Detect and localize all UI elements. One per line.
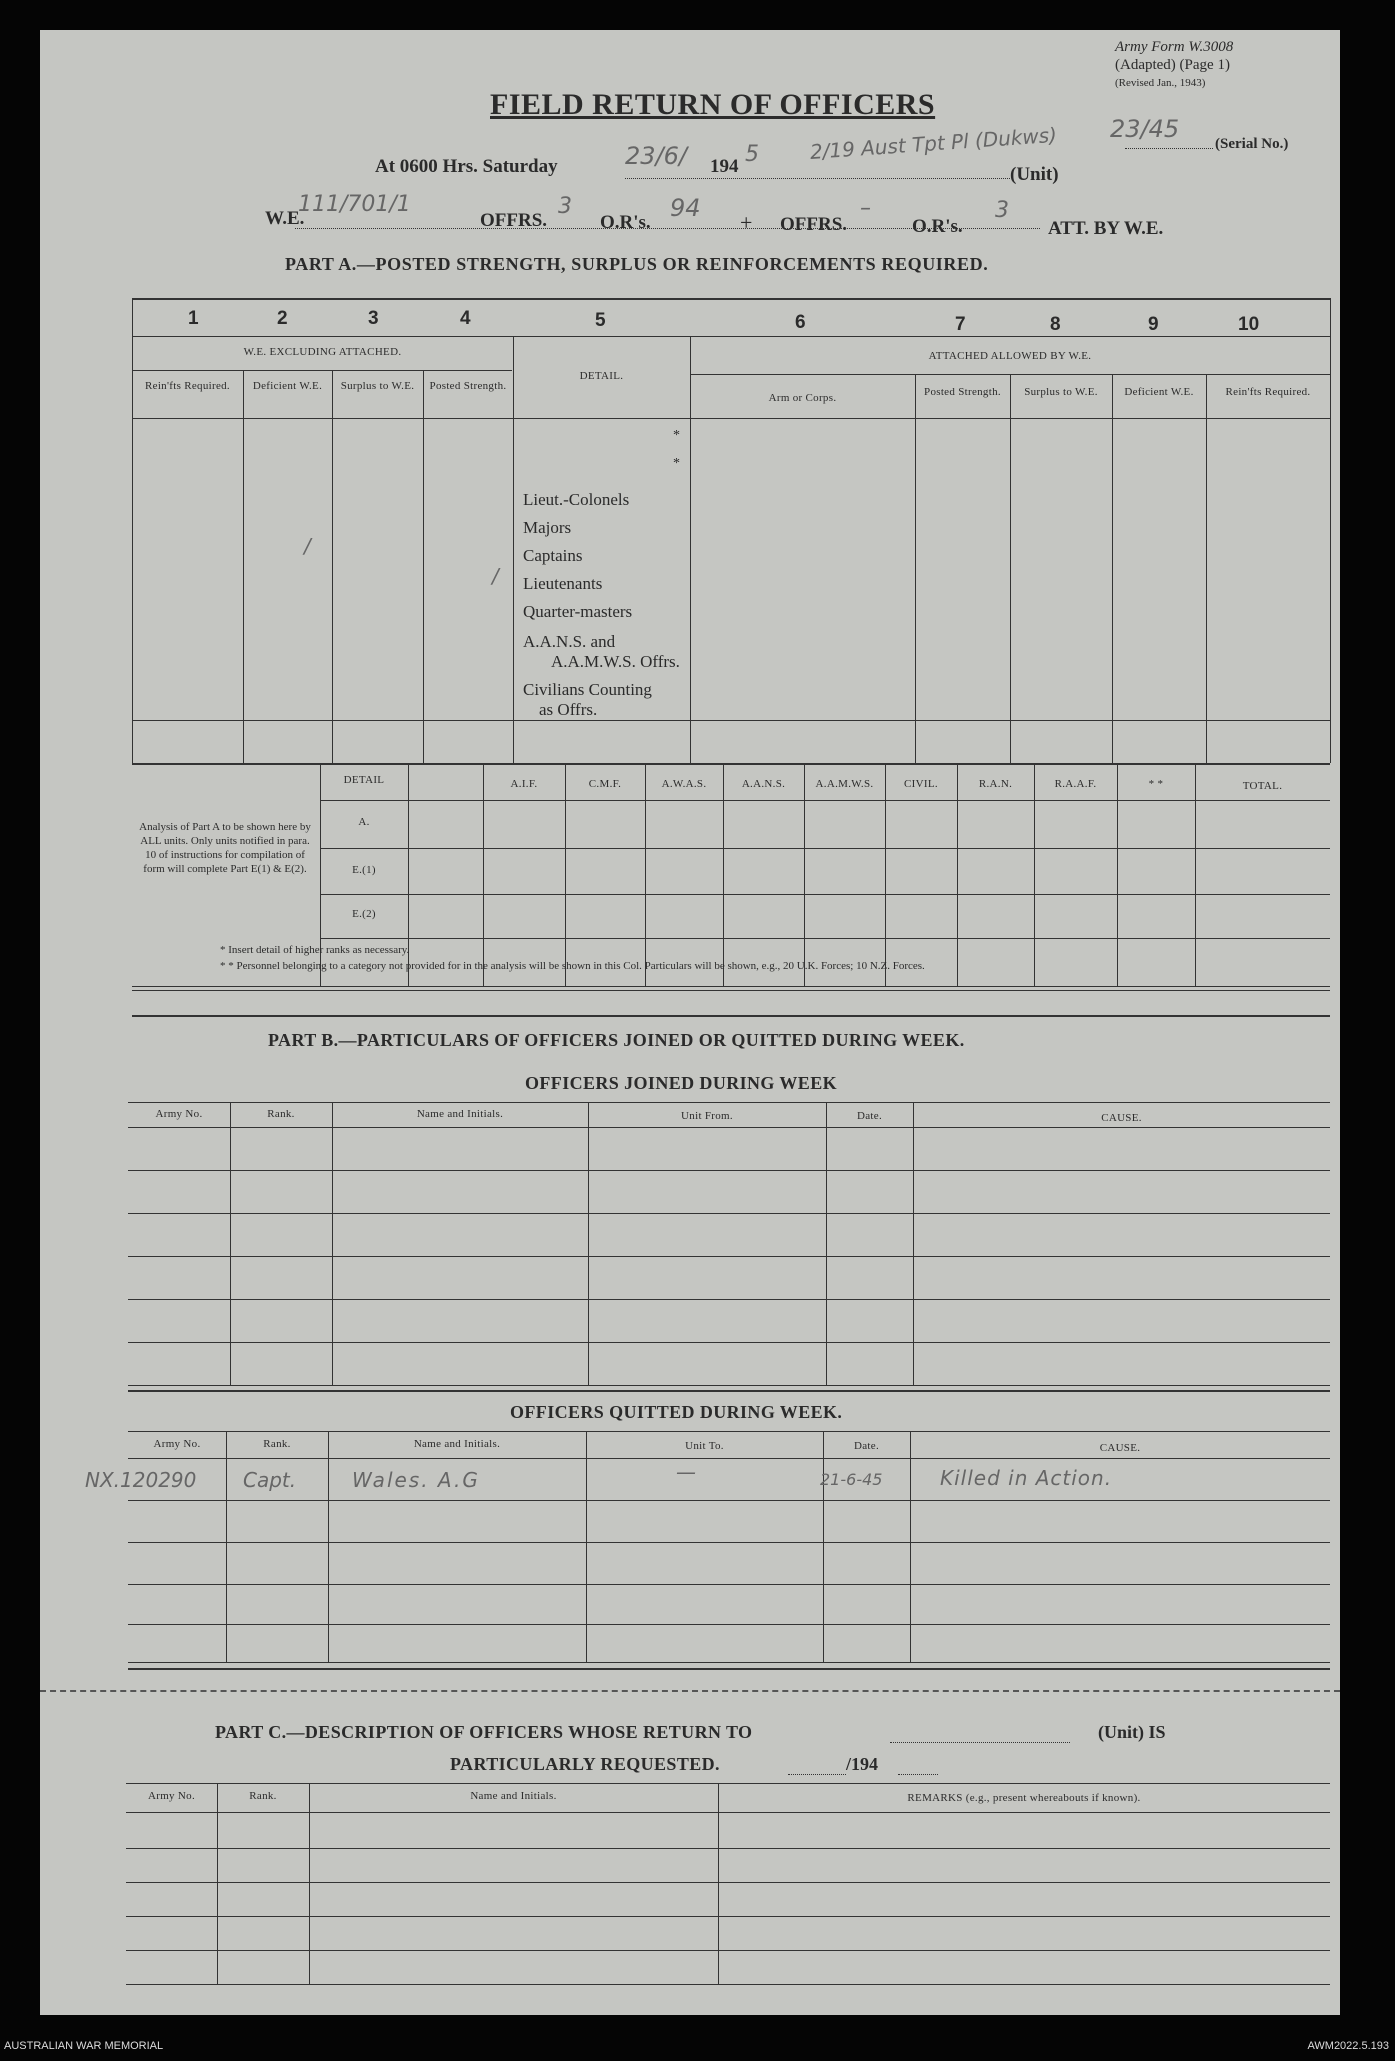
part-a-heading: PART A.—POSTED STRENGTH, SURPLUS OR REINFORCEMENTS REQUIRED. — [285, 254, 989, 274]
sub-header-deficient: Deficient W.E. — [252, 380, 323, 392]
form-number: Army Form W.3008 — [1115, 39, 1234, 55]
archive-id: AWM2022.5.193 — [1307, 2040, 1389, 2052]
offrs-att-label: OFFRS. — [780, 214, 848, 235]
col-number-7: 7 — [955, 314, 966, 335]
joined-header-date: Date. — [856, 1110, 882, 1122]
ors-att-label: O.R's. — [912, 216, 963, 237]
analysis-header-ran: R.A.N. — [978, 778, 1013, 790]
sub-header-att-posted: Posted Strength. — [924, 386, 1001, 398]
joined-title: OFFICERS JOINED DURING WEEK — [525, 1073, 838, 1093]
col-number-6: 6 — [795, 312, 806, 333]
rank-quarter-masters: Quarter-masters — [523, 602, 633, 621]
rank-aamws: A.A.M.W.S. Offrs. — [551, 652, 680, 671]
rank-lieutenants: Lieutenants — [523, 574, 603, 593]
ors-label: O.R's. — [600, 212, 651, 233]
rank-civilians: Civilians Counting — [523, 680, 652, 699]
part-c-header-name: Name and Initials. — [470, 1790, 557, 1802]
analysis-header-cmf: C.M.F. — [588, 778, 622, 790]
analysis-row-e2: E.(2) — [352, 908, 376, 920]
rank-lieut-colonels: Lieut.-Colonels — [523, 490, 630, 509]
col-number-5: 5 — [595, 310, 606, 331]
unit-value: 2/19 Aust Tpt Pl (Dukws) — [809, 122, 1058, 164]
mark-captain-deficient: / — [304, 534, 311, 558]
quitted-cause: Killed in Action. — [940, 1466, 1113, 1490]
part-c-unit-line — [890, 1742, 1070, 1743]
quitted-army-no: NX.120290 — [85, 1468, 197, 1492]
we-value: 111/701/1 — [298, 192, 411, 217]
asterisk-1: * — [673, 428, 680, 443]
rank-captains: Captains — [523, 546, 583, 565]
quitted-unit-to: — — [676, 1460, 696, 1484]
year-value: 5 — [745, 142, 759, 167]
offrs-label: OFFRS. — [480, 210, 548, 231]
joined-header-name: Name and Initials. — [416, 1108, 504, 1120]
quitted-name: Wales. A.G — [352, 1468, 480, 1492]
analysis-note: Analysis of Part A to be shown here by ALL units. Only units notified in para. 10 of instructions for compilation of form will complete Part E(1) & E(2). — [139, 821, 311, 875]
quitted-header-name: Name and Initials. — [413, 1438, 501, 1450]
analysis-header-civil: CIVIL. — [904, 778, 938, 790]
ors-att-value: 3 — [995, 198, 1009, 223]
part-c-heading-end: (Unit) IS — [1098, 1722, 1166, 1742]
quitted-header-unit-to: Unit To. — [685, 1440, 724, 1452]
quitted-date: 21-6-45 — [820, 1470, 883, 1489]
quitted-title: OFFICERS QUITTED DURING WEEK. — [510, 1402, 843, 1422]
group-left-header: W.E. EXCLUDING ATTACHED. — [243, 346, 402, 358]
part-c-header-army-no: Army No. — [147, 1790, 195, 1802]
serial-line — [1125, 148, 1213, 149]
part-c-date-line-2 — [898, 1774, 938, 1775]
rank-civilians-2: as Offrs. — [539, 700, 598, 719]
year-prefix: 194 — [710, 156, 739, 177]
form-designation — [1115, 38, 1335, 92]
analysis-header-other: * * — [1148, 778, 1164, 790]
part-c-heading: PART C.—DESCRIPTION OF OFFICERS WHOSE RETURN TO — [215, 1722, 753, 1742]
mark-lieutenant-posted: / — [492, 564, 499, 588]
analysis-header-awas: A.W.A.S. — [661, 778, 707, 790]
part-c-date-line — [788, 1774, 846, 1775]
unit-label: (Unit) — [1010, 164, 1059, 185]
form-sheet — [40, 30, 1340, 2015]
footnote-2: * * Personnel belonging to a category not provided for in the analysis will be shown in this Col. Particulars will be shown, e.g., 20 U.K. Forces; 10 N.Z. Forces. — [220, 960, 925, 972]
rank-aans: A.A.N.S. and — [523, 632, 616, 651]
col-number-8: 8 — [1050, 314, 1061, 335]
quitted-header-cause: CAUSE. — [1099, 1442, 1141, 1454]
footnote-1: * Insert detail of higher ranks as necessary. — [220, 944, 410, 956]
sub-header-att-deficient: Deficient W.E. — [1124, 386, 1194, 398]
quitted-header-date: Date. — [853, 1440, 879, 1452]
sub-header-arm: Arm or Corps. — [768, 392, 837, 404]
ors-value: 94 — [670, 194, 701, 222]
we-label: W.E. — [265, 208, 305, 229]
sub-header-posted: Posted Strength. — [429, 380, 507, 392]
offrs-att-value: – — [860, 196, 871, 221]
col-number-9: 9 — [1148, 314, 1159, 335]
rank-list — [523, 486, 680, 720]
analysis-header-raaf: R.A.A.F. — [1054, 778, 1097, 790]
joined-header-army-no: Army No. — [155, 1108, 203, 1120]
joined-header-rank: Rank. — [267, 1108, 295, 1120]
part-c-date: /194 — [846, 1754, 879, 1774]
group-right-header: ATTACHED ALLOWED BY W.E. — [928, 350, 1092, 362]
col-number-10: 10 — [1238, 314, 1260, 335]
sub-header-att-surplus: Surplus to W.E. — [1024, 386, 1098, 398]
part-c-header-rank: Rank. — [249, 1790, 277, 1802]
att-label: ATT. BY W.E. — [1048, 218, 1164, 239]
joined-header-cause: CAUSE. — [1101, 1112, 1142, 1124]
analysis-row-e1: E.(1) — [352, 864, 376, 876]
form-revised: (Revised Jan., 1943) — [1115, 77, 1206, 89]
col-number-3: 3 — [368, 308, 379, 329]
fold-line — [40, 1690, 1340, 1692]
quitted-rank: Capt. — [243, 1468, 297, 1492]
asterisk-2: * — [673, 456, 680, 471]
archive-credit: AUSTRALIAN WAR MEMORIAL — [4, 2040, 164, 2052]
col-number-2: 2 — [277, 308, 288, 329]
quitted-header-rank: Rank. — [263, 1438, 291, 1450]
analysis-header-detail: DETAIL — [343, 774, 385, 786]
offrs-value: 3 — [558, 194, 572, 219]
analysis-row-a: A. — [358, 816, 370, 828]
detail-header: DETAIL. — [579, 370, 624, 382]
analysis-header-aans: A.A.N.S. — [741, 778, 786, 790]
date-value: 23/6/ — [625, 142, 687, 170]
sub-header-reinfts: Rein'fts Required. — [145, 380, 230, 392]
time-label: At 0600 Hrs. Saturday — [375, 156, 558, 177]
col-number-1: 1 — [188, 308, 199, 329]
part-c-header-remarks: REMARKS (e.g., present whereabouts if known). — [907, 1792, 1141, 1804]
sub-header-surplus: Surplus to W.E. — [340, 380, 415, 392]
we-line — [295, 228, 1040, 229]
col-number-4: 4 — [460, 308, 471, 329]
part-c-requested: PARTICULARLY REQUESTED. — [450, 1754, 720, 1774]
serial-value: 23/45 — [1110, 115, 1180, 143]
serial-label: (Serial No.) — [1215, 136, 1289, 152]
part-b-heading: PART B.—PARTICULARS OF OFFICERS JOINED OR QUITTED DURING WEEK. — [268, 1030, 965, 1050]
analysis-header-aamws: A.A.M.W.S. — [815, 778, 874, 790]
quitted-header-army-no: Army No. — [153, 1438, 201, 1450]
analysis-header-total: TOTAL. — [1242, 780, 1283, 792]
analysis-header-aif: A.I.F. — [510, 778, 538, 790]
sub-header-att-reinfts: Rein'fts Required. — [1225, 386, 1311, 398]
plus-sign: + — [740, 210, 753, 235]
rank-majors: Majors — [523, 518, 572, 537]
date-unit-line — [625, 178, 1010, 179]
joined-header-unit-from: Unit From. — [681, 1110, 733, 1122]
form-adapted: (Adapted) (Page 1) — [1115, 57, 1230, 73]
page-title: FIELD RETURN OF OFFICERS — [490, 88, 936, 121]
